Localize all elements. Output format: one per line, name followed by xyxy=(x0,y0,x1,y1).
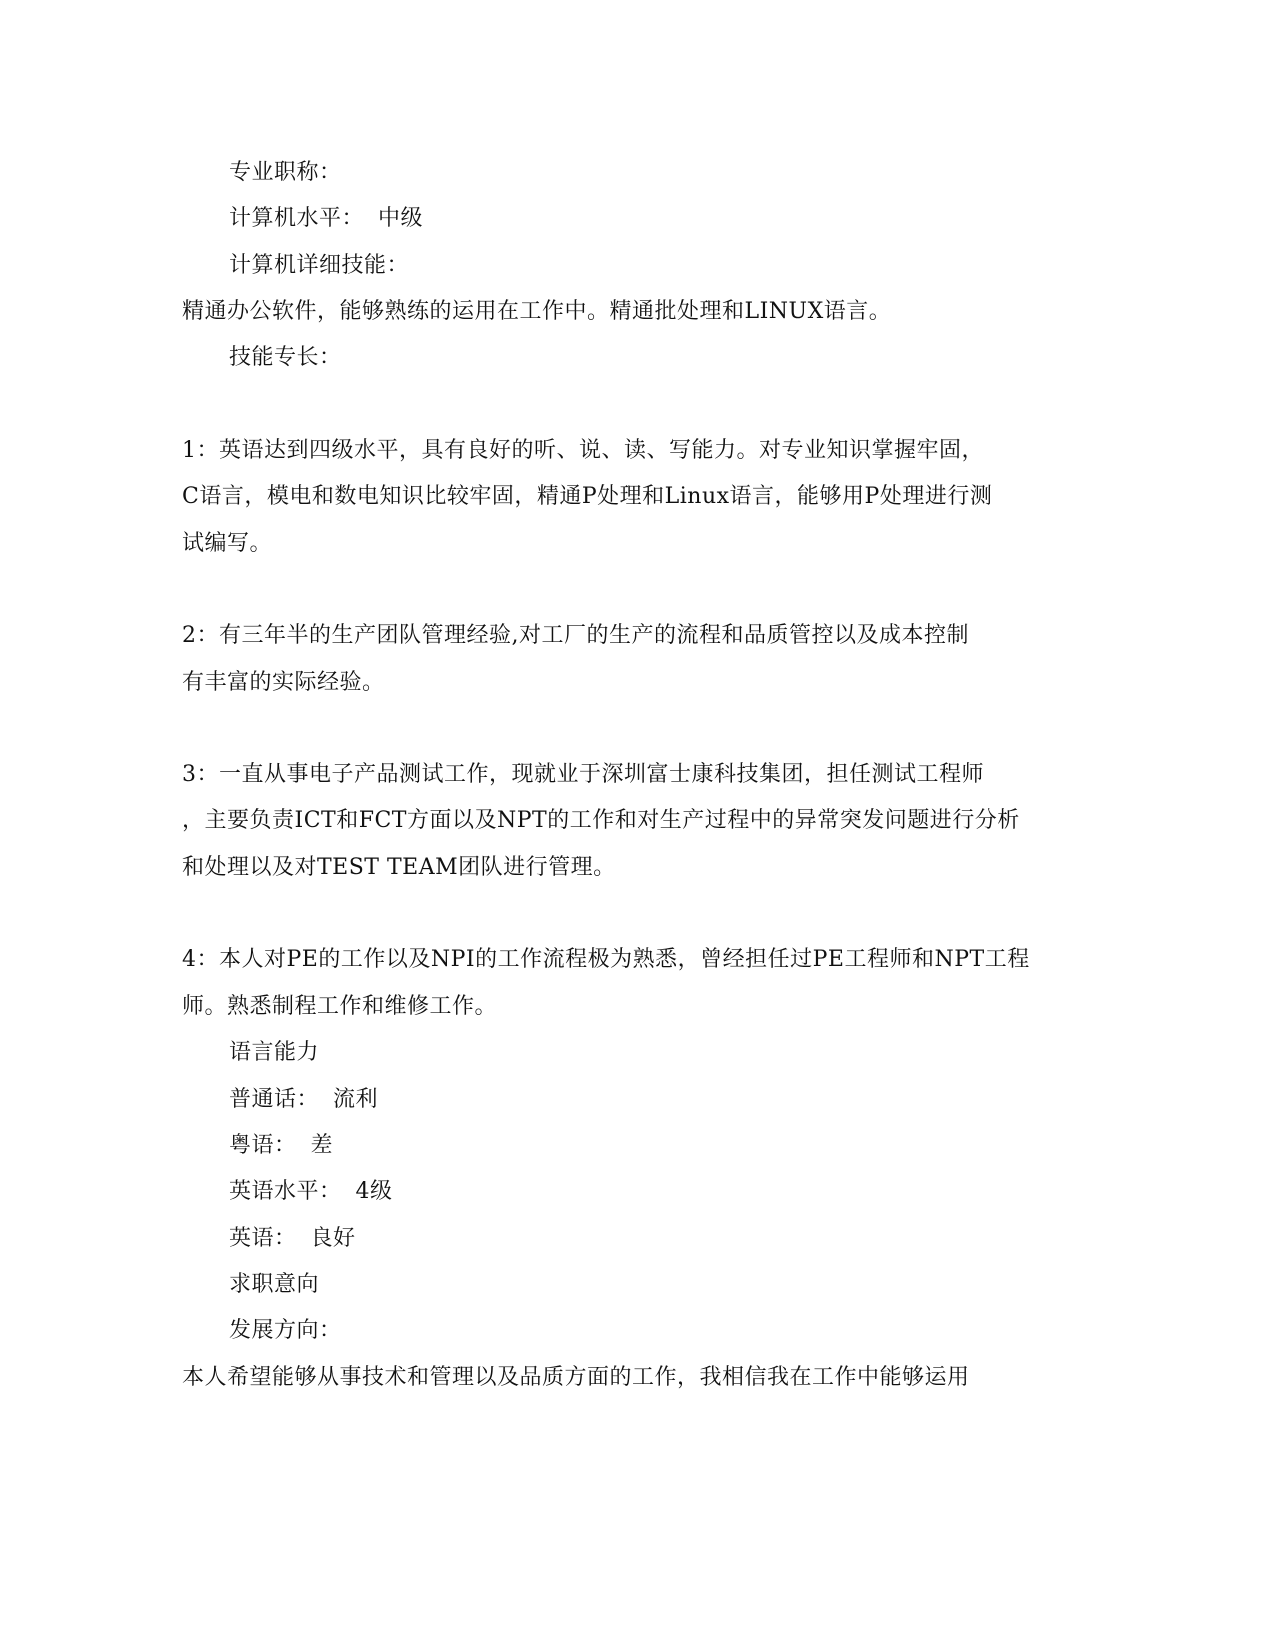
specialty-label: 技能专长： xyxy=(229,345,342,370)
computer-level-row xyxy=(229,204,423,234)
language-label: 英语： xyxy=(229,1226,297,1251)
skill-3-line-1: 3：一直从事电子产品测试工作，现就业于深圳富士康科技集团，担任测试工程师 xyxy=(182,762,984,787)
skill-2-line-1: 2：有三年半的生产团队管理经验,对工厂的生产的流程和品质管控以及成本控制 xyxy=(182,623,969,648)
professional-title-label: 专业职称： xyxy=(229,160,342,185)
language-value: 4级 xyxy=(355,1179,393,1204)
skill-4-line-2: 师。熟悉制程工作和维修工作。 xyxy=(182,994,498,1019)
language-row-english-level xyxy=(229,1177,393,1207)
direction-label: 发展方向： xyxy=(229,1318,342,1343)
language-heading: 语言能力 xyxy=(229,1040,320,1065)
professional-title-row xyxy=(229,158,342,188)
skill-1-line-1: 1：英语达到四级水平，具有良好的听、说、读、写能力。对专业知识掌握牢固， xyxy=(182,438,984,463)
language-value: 良好 xyxy=(310,1226,356,1251)
skill-3-line-2: ，主要负责ICT和FCT方面以及NPT的工作和对生产过程中的异常突发问题进行分析 xyxy=(182,808,1020,833)
intent-heading: 求职意向 xyxy=(229,1272,320,1297)
computer-skills-text: 精通办公软件，能够熟练的运用在工作中。精通批处理和LINUX语言。 xyxy=(182,299,892,324)
language-row-english xyxy=(229,1224,356,1254)
skill-2-line-2: 有丰富的实际经验。 xyxy=(182,670,385,695)
computer-level-value: 中级 xyxy=(378,206,424,231)
language-label: 普通话： xyxy=(229,1087,320,1112)
computer-level-label: 计算机水平： xyxy=(229,206,365,231)
language-label: 英语水平： xyxy=(229,1179,342,1204)
skill-1-line-2: C语言，模电和数电知识比较牢固，精通P处理和Linux语言，能够用P处理进行测 xyxy=(182,484,993,509)
skill-1-line-3: 试编写。 xyxy=(182,531,273,556)
language-value: 流利 xyxy=(333,1087,379,1112)
skill-3-line-3: 和处理以及对TEST TEAM团队进行管理。 xyxy=(182,855,616,880)
language-row-mandarin xyxy=(229,1085,378,1115)
direction-text: 本人希望能够从事技术和管理以及品质方面的工作，我相信我在工作中能够运用 xyxy=(182,1365,970,1390)
language-label: 粤语： xyxy=(229,1133,297,1158)
computer-skills-label: 计算机详细技能： xyxy=(229,253,410,278)
skill-4-line-1: 4：本人对PE的工作以及NPI的工作流程极为熟悉，曾经担任过PE工程师和NPT工程 xyxy=(182,947,1030,972)
language-row-cantonese xyxy=(229,1131,333,1161)
language-value: 差 xyxy=(310,1133,334,1158)
